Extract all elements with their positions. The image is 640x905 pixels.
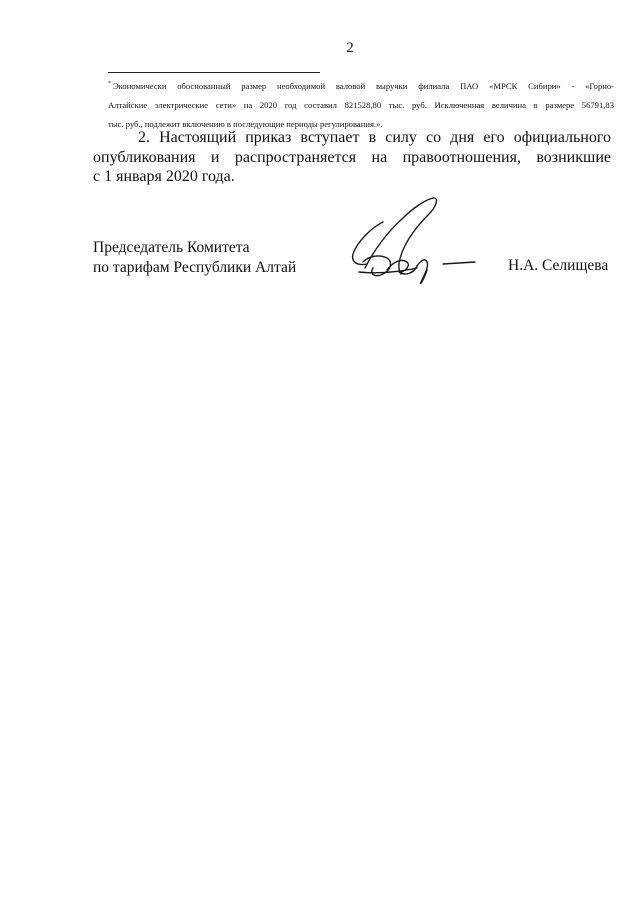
signatory-title — [93, 238, 296, 277]
footnote-line: Алтайские электрические сети» на 2020 год составил 821528,80 тыс. руб. Исключенная величина в размере 56791,83 — [108, 99, 614, 110]
footnote-line: тыс. руб., подлежит включению в последующие периоды регулирования.». — [108, 118, 383, 129]
handwritten-signature — [343, 192, 483, 288]
paragraph-line: с 1 января 2020 года. — [93, 168, 235, 185]
footnote — [108, 75, 614, 134]
footnote-rule — [108, 72, 320, 73]
footnote-line: * Экономически обоснованный размер необходимой валовой выручки филиала ПАО «МРСК Сибири» - «Горно- — [108, 80, 614, 91]
paragraph-line: 2. Настоящий приказ вступает в силу со дня его официального — [138, 129, 611, 146]
signatory-title-line: Председатель Комитета — [93, 239, 250, 256]
footnote-marker: * — [108, 81, 111, 87]
paragraph-line: опубликования и распространяется на правоотношения, возникшие — [93, 148, 611, 166]
page-number: 2 — [346, 40, 354, 56]
signatory-name: Н.А. Селищева — [508, 257, 609, 274]
main-paragraph — [93, 128, 611, 187]
signatory-title-line: по тарифам Республики Алтай — [93, 258, 297, 276]
